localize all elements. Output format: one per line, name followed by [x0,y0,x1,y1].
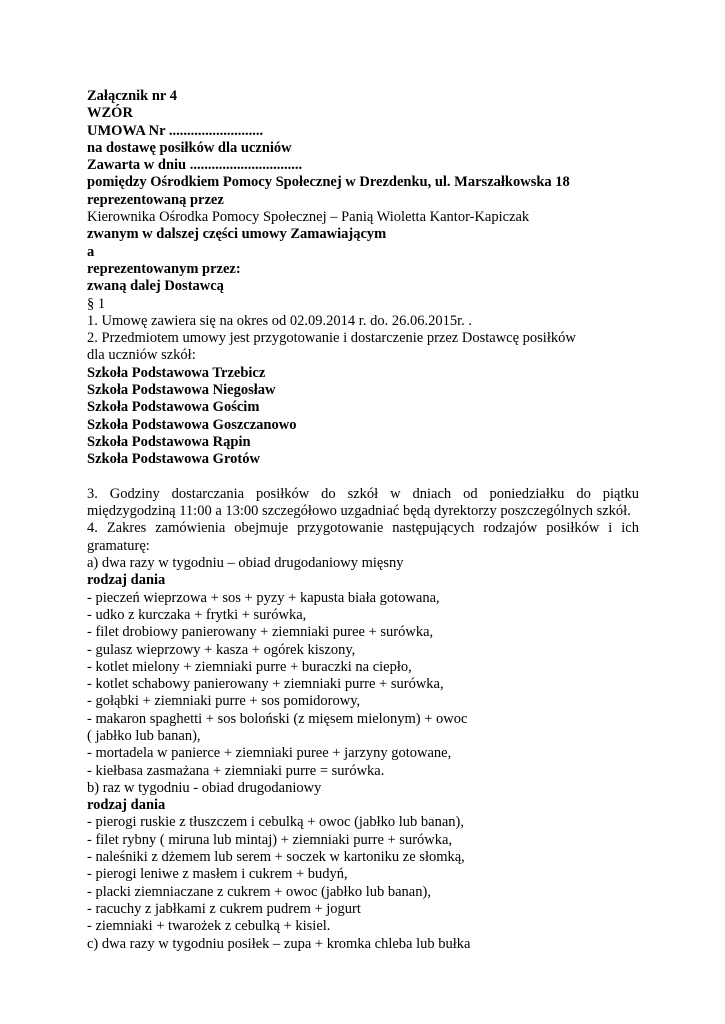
concluded-date: Zawarta w dniu ............................... [87,157,303,174]
conjunction: a [87,243,95,260]
client-designation: zwanym w dalszej części umowy Zamawiającym [87,226,387,243]
menu-b-item: - placki ziemniaczane z cukrem + owoc (jabłko lub banan), [87,883,431,900]
attachment-label: Załącznik nr 4 [87,88,177,104]
menu-a-item: - pieczeń wieprzowa + sos + pyzy + kapusta biała gotowana, [87,589,440,606]
menu-b-label: rodzaj dania [87,797,166,814]
menu-a-item: - mortadela w panierce + ziemniaki puree + jarzyny gotowane, [87,745,452,762]
section-mark: § 1 [87,295,106,312]
menu-a-item: - gołąbki + ziemniaki purre + sos pomidorowy, [87,693,361,710]
menu-a-label: rodzaj dania [87,572,166,589]
clause-3-line-2: międzygodziną 11:00 a 13:00 szczegółowo uzgadniać będą dyrektorzy poszczególnych szkół. [87,503,631,520]
menu-b-item: - filet rybny ( miruna lub mintaj) + ziemniaki purre + surówka, [87,831,453,848]
menu-a-item: - makaron spaghetti + sos boloński (z mięsem mielonym) + owoc [87,710,468,727]
menu-c-heading: c) dwa razy w tygodniu posiłek – zupa + kromka chleba lub bułka [87,935,471,952]
clause-1: 1. Umowę zawiera się na okres od 02.09.2014 r. do. 26.06.2015r. . [87,312,472,329]
parties-between: pomiędzy Ośrodkiem Pomocy Społecznej w Drezdenku, ul. Marszałkowska 18 [87,174,570,191]
school-item: Szkoła Podstawowa Niegosław [87,382,276,399]
school-item: Szkoła Podstawowa Gościm [87,399,260,416]
represented-by-supplier: reprezentowanym przez: [87,260,241,277]
clause-3-line-1: 3. Godziny dostarczania posiłków do szkół w dniach od poniedziałku do piątku [87,485,639,502]
menu-a-item: - kotlet mielony + ziemniaki purre + buraczki na ciepło, [87,658,412,675]
blank-line [87,469,639,486]
clause-2-line-1: 2. Przedmiotem umowy jest przygotowanie i dostarczenie przez Dostawcę posiłków [87,330,576,347]
menu-a-item: ( jabłko lub banan), [87,727,201,744]
school-item: Szkoła Podstawowa Trzebicz [87,364,266,381]
menu-a-heading: a) dwa razy w tygodniu – obiad drugodaniowy mięsny [87,555,404,572]
contract-subject: na dostawę posiłków dla uczniów [87,139,292,156]
menu-a-item: - udko z kurczaka + frytki + surówka, [87,606,307,623]
clause-2-line-2: dla uczniów szkół: [87,347,196,364]
menu-b-heading: b) raz w tygodniu - obiad drugodaniowy [87,779,322,796]
template-label: WZÓR [87,105,133,122]
clause-4-line-1: 4. Zakres zamówienia obejmuje przygotowanie następujących rodzajów posiłków i ich [87,520,639,537]
representative-name: Kierownika Ośrodka Pomocy Społecznej – Panią Wioletta Kantor-Kapiczak [87,209,530,226]
menu-b-item: - racuchy z jabłkami z cukrem pudrem + jogurt [87,900,361,917]
school-item: Szkoła Podstawowa Goszczanowo [87,416,297,433]
menu-b-item: - ziemniaki + twarożek z cebulką + kisiel. [87,918,331,935]
contract-document [87,88,639,953]
menu-b-item: - pierogi ruskie z tłuszczem i cebulką + owoc (jabłko lub banan), [87,814,464,831]
menu-a-item: - kiełbasa zasmażana + ziemniaki purre = surówka. [87,762,385,779]
menu-a-item: - kotlet schabowy panierowany + ziemniaki purre + surówka, [87,676,444,693]
menu-b-item: - pierogi leniwe z masłem i cukrem + budyń, [87,866,348,883]
supplier-designation: zwaną dalej Dostawcą [87,278,224,295]
school-item: Szkoła Podstawowa Rąpin [87,433,251,450]
represented-by: reprezentowaną przez [87,191,224,208]
menu-a-item: - filet drobiowy panierowany + ziemniaki puree + surówka, [87,624,434,641]
school-item: Szkoła Podstawowa Grotów [87,451,260,468]
clause-4-line-2: gramaturę: [87,537,150,554]
contract-number: UMOWA Nr .......................... [87,122,264,139]
menu-a-item: - gulasz wieprzowy + kasza + ogórek kiszony, [87,641,356,658]
menu-b-item: - naleśniki z dżemem lub serem + soczek w kartoniku ze słomką, [87,849,465,866]
